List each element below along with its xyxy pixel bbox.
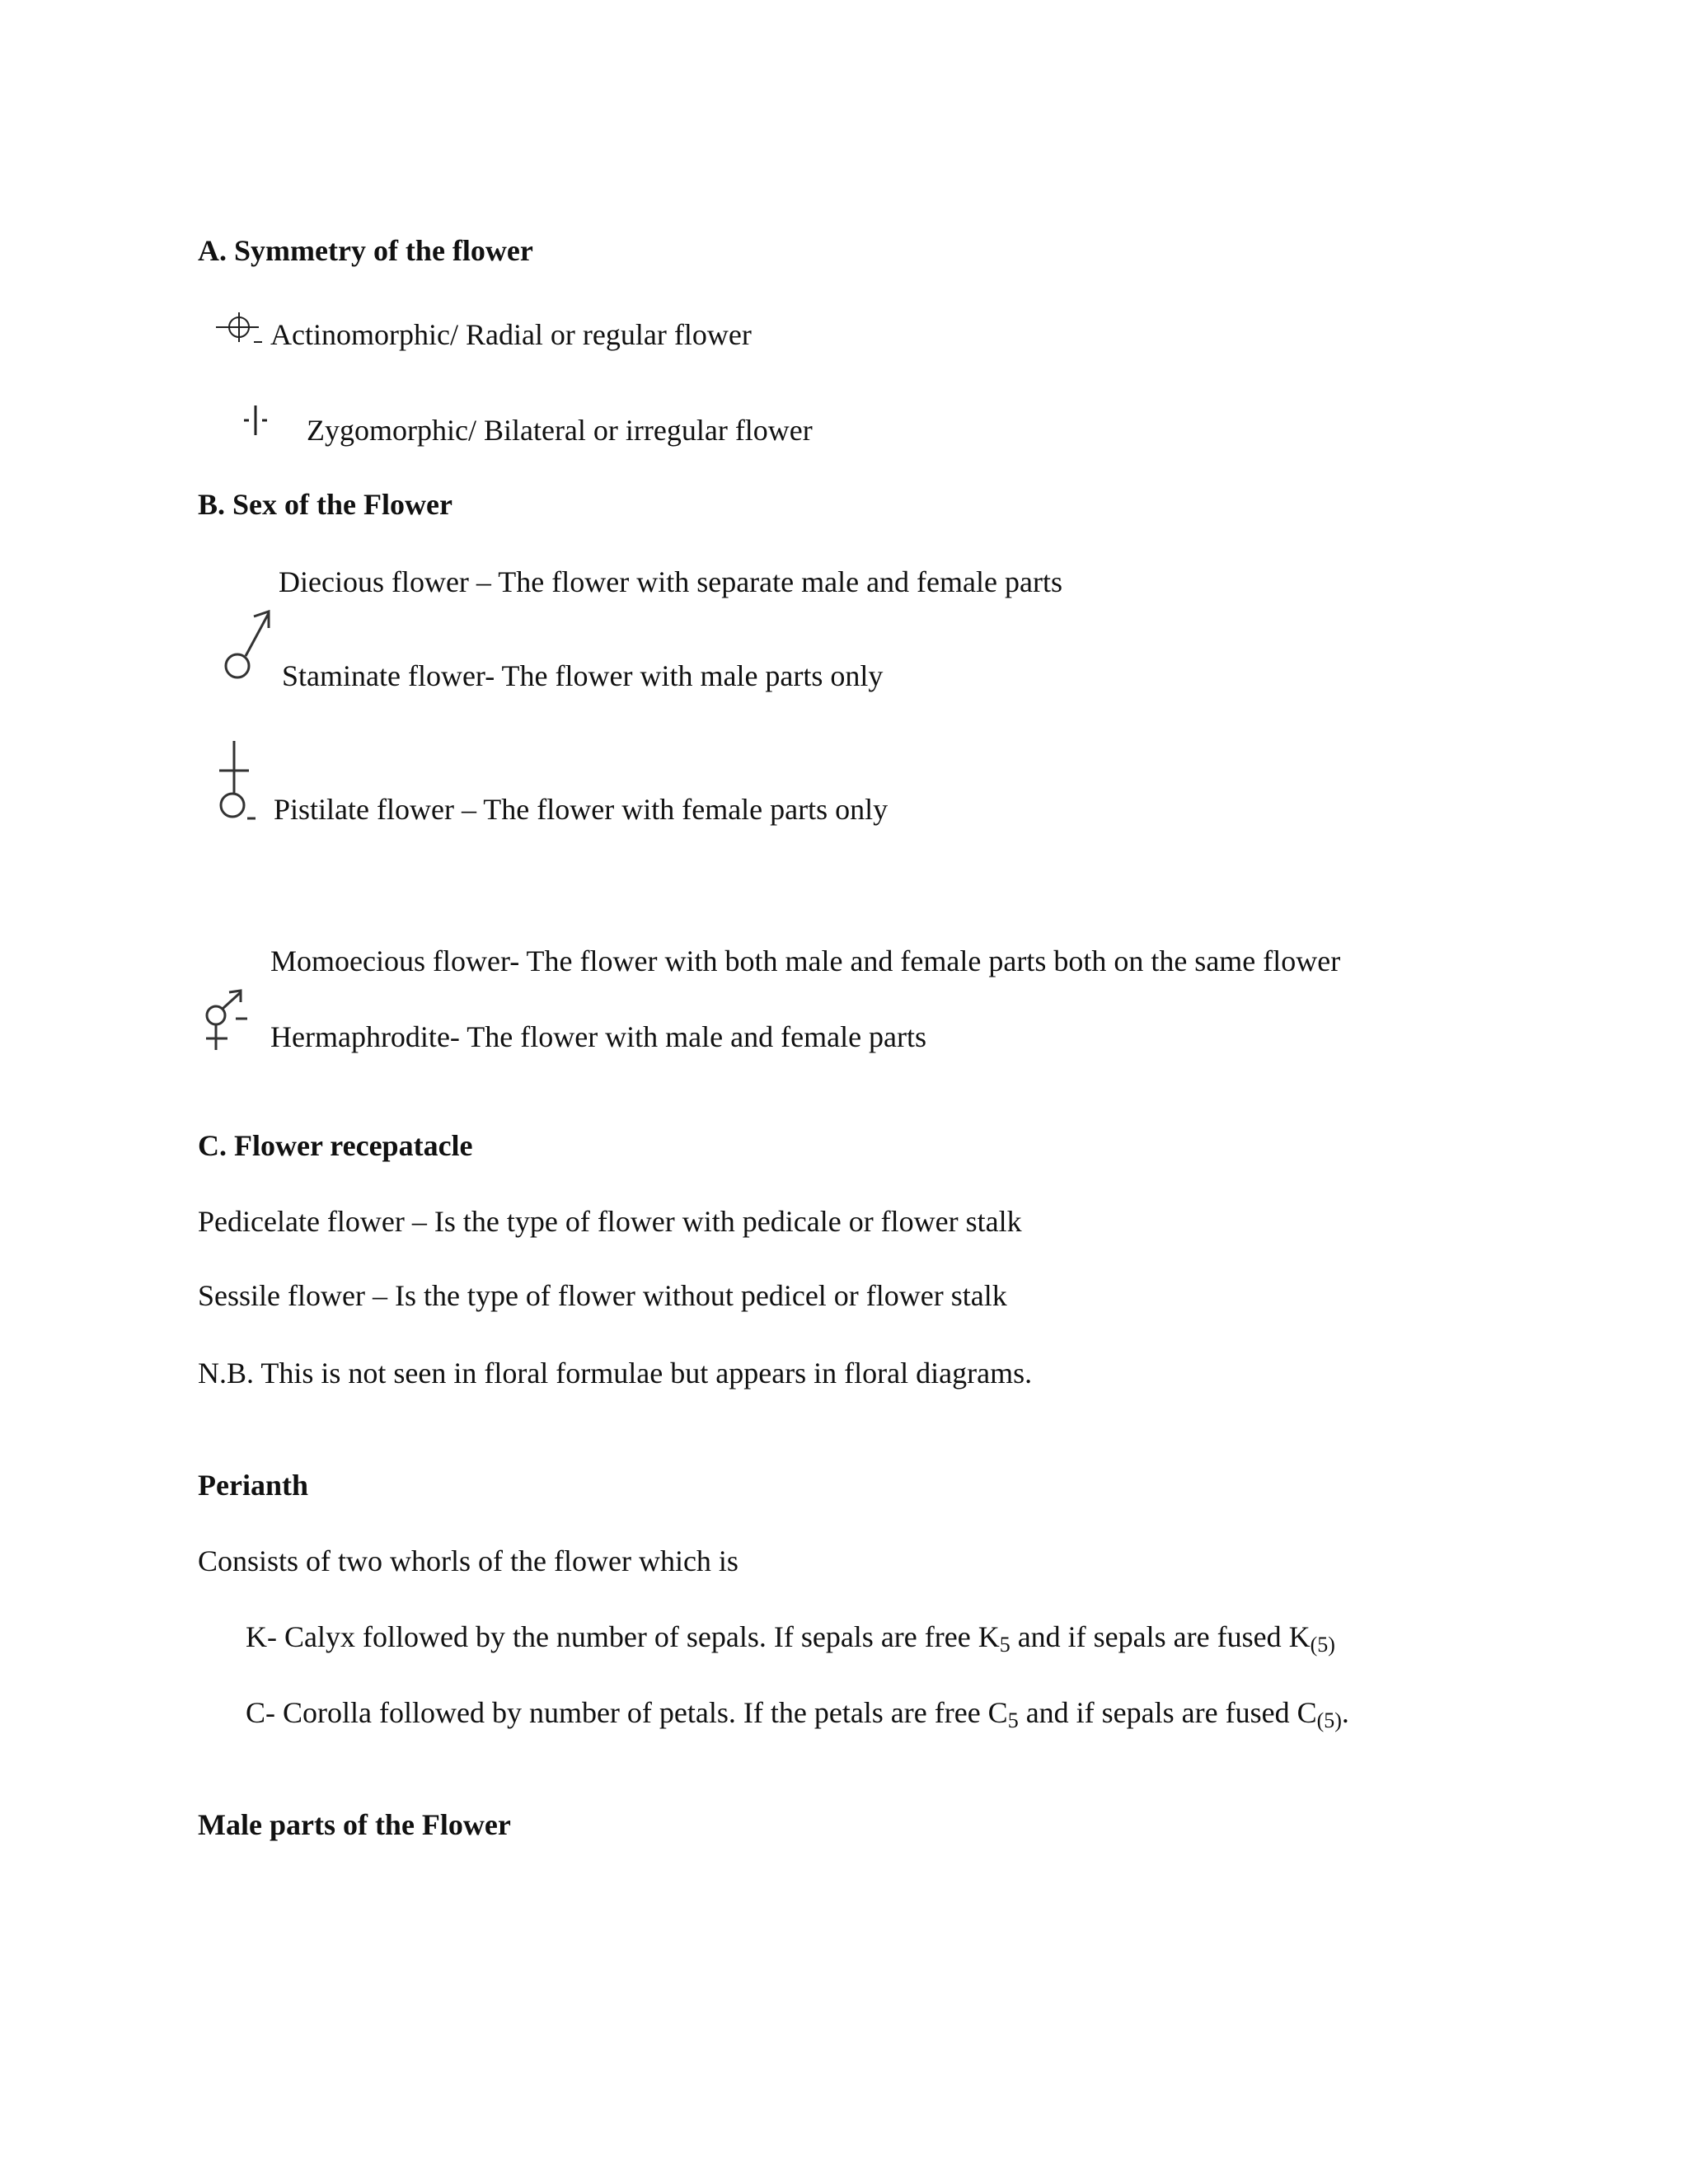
hermaphrodite-label: Hermaphrodite- The flower with male and female parts: [270, 1020, 927, 1053]
diecious-label: Diecious flower – The flower with separate male and female parts: [279, 565, 1062, 598]
staminate-label: Staminate flower- The flower with male parts only: [282, 659, 884, 692]
male-symbol-icon: [214, 602, 280, 684]
corolla-text-2: and if sepals are fused C: [1018, 1696, 1317, 1729]
hermaphrodite-symbol-icon: [198, 986, 257, 1055]
calyx-sub-2: (5): [1310, 1633, 1335, 1657]
section-b-heading: B. Sex of the Flower: [198, 488, 452, 521]
monoecious-label: Momoecious flower- The flower with both male and female parts both on the same flower: [270, 944, 1341, 977]
pistilate-label: Pistilate flower – The flower with female parts only: [274, 793, 889, 826]
sessile-label: Sessile flower – Is the type of flower without pedicel or flower stalk: [198, 1279, 1007, 1312]
note-text: N.B. This is not seen in floral formulae but appears in floral diagrams.: [198, 1357, 1033, 1390]
corolla-text-1: C- Corolla followed by number of petals. If the petals are free C: [246, 1696, 1008, 1729]
corolla-text-3: .: [1341, 1696, 1349, 1729]
calyx-text-1: K- Calyx followed by the number of sepals. If sepals are free K: [246, 1620, 1000, 1653]
pedicelate-label: Pedicelate flower – Is the type of flower with pedicale or flower stalk: [198, 1205, 1022, 1238]
calyx-text-2: and if sepals are fused K: [1010, 1620, 1311, 1653]
actinomorphic-label: Actinomorphic/ Radial or regular flower: [270, 318, 752, 351]
female-symbol-icon: [211, 738, 264, 828]
calyx-sub-1: 5: [999, 1633, 1010, 1657]
zygomorphic-symbol-icon: [239, 402, 272, 438]
perianth-intro: Consists of two whorls of the flower which is: [198, 1544, 738, 1577]
calyx-line: [246, 1619, 1335, 1663]
male-parts-heading: Male parts of the Flower: [198, 1808, 511, 1841]
actinomorphic-symbol-icon: [213, 309, 265, 349]
corolla-line: [246, 1694, 1349, 1739]
perianth-heading: Perianth: [198, 1469, 308, 1502]
zygomorphic-label: Zygomorphic/ Bilateral or irregular flower: [307, 414, 813, 447]
corolla-sub-1: 5: [1007, 1708, 1019, 1732]
corolla-sub-2: (5): [1316, 1708, 1342, 1732]
section-c-heading: C. Flower recepatacle: [198, 1129, 473, 1162]
section-a-heading: A. Symmetry of the flower: [198, 234, 533, 267]
